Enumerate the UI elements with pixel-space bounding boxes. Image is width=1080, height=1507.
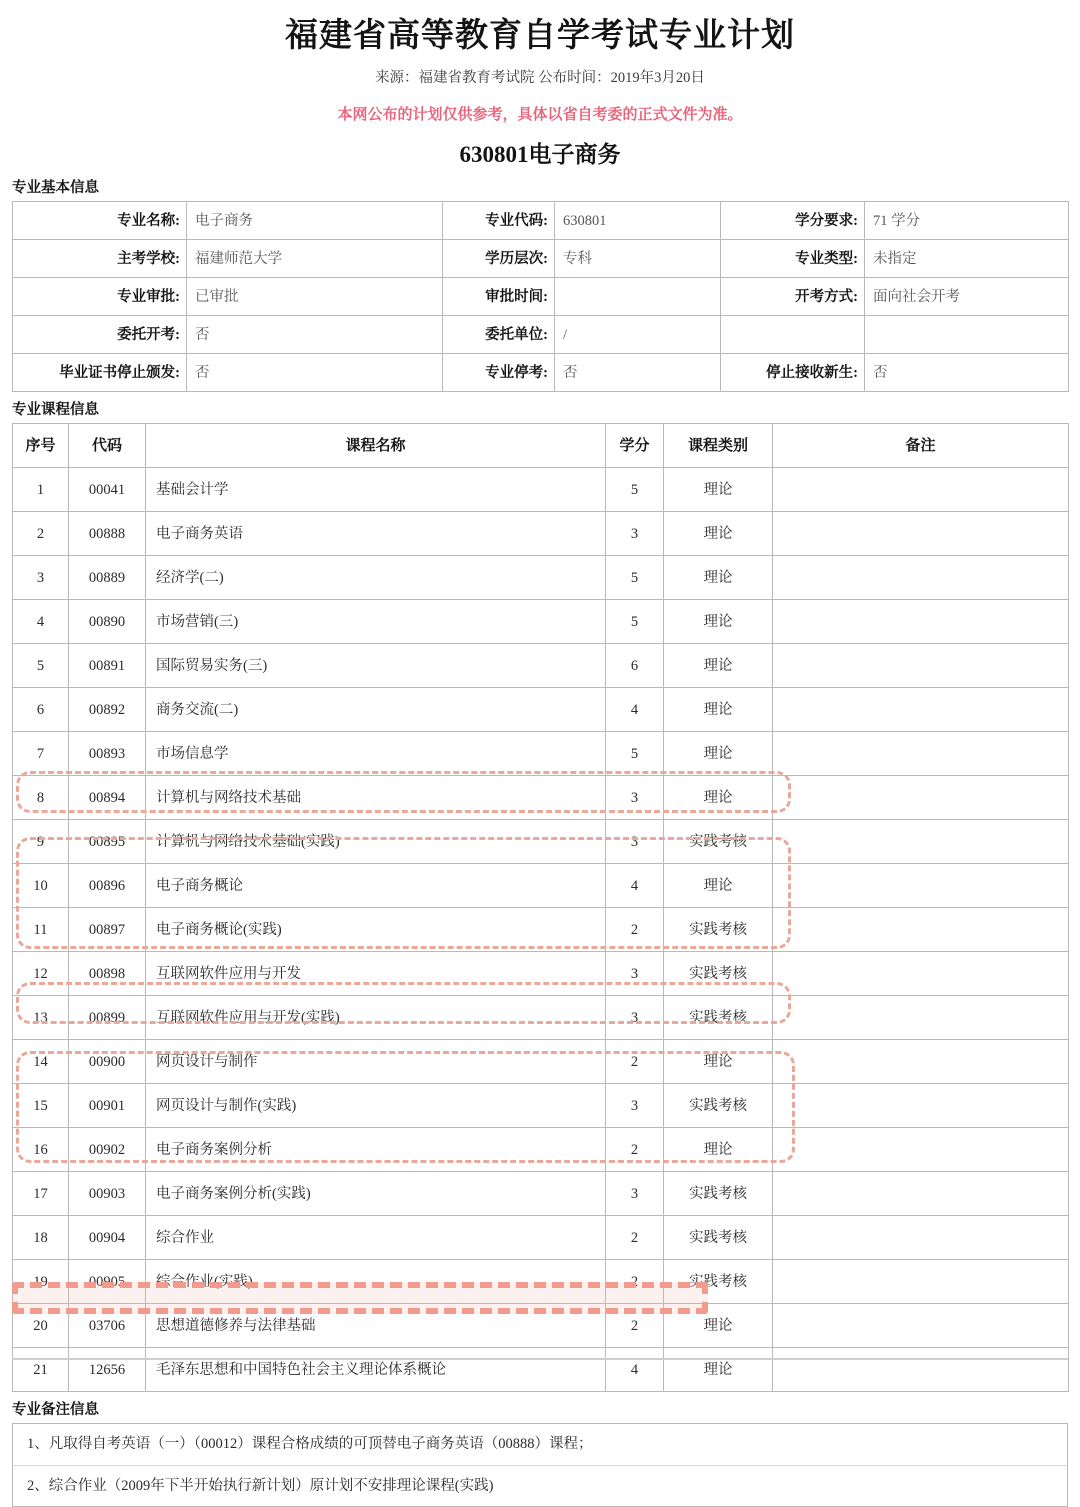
course-name: 思想道德修养与法律基础 xyxy=(146,1304,606,1348)
table-row xyxy=(13,240,1069,278)
course-type: 实践考核 xyxy=(664,908,773,952)
course-index: 12 xyxy=(13,952,69,996)
course-name: 商务交流(二) xyxy=(146,688,606,732)
course-remark xyxy=(773,908,1069,952)
field-value: / xyxy=(555,316,721,354)
course-name: 综合作业 xyxy=(146,1216,606,1260)
table-row xyxy=(13,864,1069,908)
course-name: 经济学(二) xyxy=(146,556,606,600)
course-code: 00888 xyxy=(69,512,146,556)
field-label: 专业停考: xyxy=(443,354,555,392)
course-code: 00041 xyxy=(69,468,146,512)
column-header-remark: 备注 xyxy=(773,424,1069,468)
course-remark xyxy=(773,864,1069,908)
course-remark xyxy=(773,776,1069,820)
course-remark xyxy=(773,1216,1069,1260)
course-code: 00897 xyxy=(69,908,146,952)
course-code: 00903 xyxy=(69,1172,146,1216)
course-credit: 3 xyxy=(606,512,664,556)
field-value xyxy=(555,278,721,316)
field-label: 毕业证书停止颁发: xyxy=(13,354,187,392)
field-value: 否 xyxy=(187,316,443,354)
course-type: 理论 xyxy=(664,732,773,776)
table-row xyxy=(13,600,1069,644)
course-credit: 2 xyxy=(606,1260,664,1304)
course-remark xyxy=(773,732,1069,776)
course-code: 00890 xyxy=(69,600,146,644)
course-credit: 5 xyxy=(606,556,664,600)
basic-info-table xyxy=(12,201,1069,392)
course-credit: 2 xyxy=(606,908,664,952)
course-remark xyxy=(773,556,1069,600)
course-credit: 3 xyxy=(606,952,664,996)
field-value: 未指定 xyxy=(865,240,1069,278)
source-and-publish-line: 来源：福建省教育考试院 公布时间：2019年3月20日 xyxy=(375,70,705,86)
course-code: 00889 xyxy=(69,556,146,600)
course-code: 00891 xyxy=(69,644,146,688)
field-value-empty xyxy=(865,316,1069,354)
column-header-code: 代码 xyxy=(69,424,146,468)
column-header-credit: 学分 xyxy=(606,424,664,468)
course-type: 理论 xyxy=(664,468,773,512)
course-code: 00900 xyxy=(69,1040,146,1084)
course-name: 互联网软件应用与开发 xyxy=(146,952,606,996)
course-type: 实践考核 xyxy=(664,952,773,996)
field-value: 否 xyxy=(865,354,1069,392)
course-type: 理论 xyxy=(664,1128,773,1172)
course-type: 理论 xyxy=(664,864,773,908)
course-index: 1 xyxy=(13,468,69,512)
course-index: 15 xyxy=(13,1084,69,1128)
field-label: 学历层次: xyxy=(443,240,555,278)
course-type: 实践考核 xyxy=(664,996,773,1040)
course-credit: 4 xyxy=(606,1348,664,1392)
course-type: 理论 xyxy=(664,688,773,732)
field-value: 电子商务 xyxy=(187,202,443,240)
course-name: 市场营销(三) xyxy=(146,600,606,644)
table-row xyxy=(13,1304,1069,1348)
table-row xyxy=(13,202,1069,240)
course-credit: 3 xyxy=(606,776,664,820)
table-row xyxy=(13,776,1069,820)
course-credit: 2 xyxy=(606,1216,664,1260)
course-table xyxy=(12,423,1069,1392)
course-name: 毛泽东思想和中国特色社会主义理论体系概论 xyxy=(146,1348,606,1392)
course-name: 网页设计与制作 xyxy=(146,1040,606,1084)
course-credit: 3 xyxy=(606,1084,664,1128)
course-name: 国际贸易实务(三) xyxy=(146,644,606,688)
course-remark xyxy=(773,1260,1069,1304)
course-type: 实践考核 xyxy=(664,820,773,864)
course-index: 19 xyxy=(13,1260,69,1304)
course-name: 网页设计与制作(实践) xyxy=(146,1084,606,1128)
course-remark xyxy=(773,1304,1069,1348)
course-credit: 3 xyxy=(606,820,664,864)
table-row xyxy=(13,1260,1069,1304)
table-row xyxy=(13,644,1069,688)
course-name: 电子商务案例分析 xyxy=(146,1128,606,1172)
table-row xyxy=(13,688,1069,732)
bottom-divider xyxy=(12,1358,1068,1360)
field-label-empty xyxy=(721,316,865,354)
course-index: 14 xyxy=(13,1040,69,1084)
course-name: 综合作业(实践) xyxy=(146,1260,606,1304)
course-code: 03706 xyxy=(69,1304,146,1348)
course-remark xyxy=(773,820,1069,864)
field-label: 专业代码: xyxy=(443,202,555,240)
course-remark xyxy=(773,1084,1069,1128)
section-label-course-info: 专业课程信息 xyxy=(12,402,99,418)
remark-row xyxy=(13,1424,1067,1465)
course-type: 理论 xyxy=(664,600,773,644)
course-code: 00899 xyxy=(69,996,146,1040)
field-value: 专科 xyxy=(555,240,721,278)
course-remark xyxy=(773,468,1069,512)
course-name: 计算机与网络技术基础 xyxy=(146,776,606,820)
course-code: 00892 xyxy=(69,688,146,732)
course-remark xyxy=(773,952,1069,996)
field-label: 停止接收新生: xyxy=(721,354,865,392)
disclaimer-notice: 本网公布的计划仅供参考，具体以省自考委的正式文件为准。 xyxy=(337,107,743,123)
course-code: 00898 xyxy=(69,952,146,996)
course-remark xyxy=(773,688,1069,732)
course-code: 12656 xyxy=(69,1348,146,1392)
course-credit: 2 xyxy=(606,1040,664,1084)
table-row xyxy=(13,908,1069,952)
field-value: 福建师范大学 xyxy=(187,240,443,278)
table-row xyxy=(13,278,1069,316)
course-type: 实践考核 xyxy=(664,1084,773,1128)
table-row xyxy=(13,1348,1069,1392)
table-row xyxy=(13,1172,1069,1216)
course-name: 电子商务概论 xyxy=(146,864,606,908)
course-type: 实践考核 xyxy=(664,1172,773,1216)
course-remark xyxy=(773,1040,1069,1084)
course-code: 00896 xyxy=(69,864,146,908)
table-row xyxy=(13,468,1069,512)
field-value: 630801 xyxy=(555,202,721,240)
field-value: 否 xyxy=(555,354,721,392)
field-value: 71 学分 xyxy=(865,202,1069,240)
major-code-and-name-title: 630801电子商务 xyxy=(459,142,621,167)
field-label: 委托单位: xyxy=(443,316,555,354)
field-label: 开考方式: xyxy=(721,278,865,316)
course-credit: 3 xyxy=(606,1172,664,1216)
course-code: 00895 xyxy=(69,820,146,864)
course-type: 理论 xyxy=(664,1304,773,1348)
table-row xyxy=(13,820,1069,864)
section-label-basic-info: 专业基本信息 xyxy=(12,180,99,196)
table-row xyxy=(13,1084,1069,1128)
field-label: 主考学校: xyxy=(13,240,187,278)
field-label: 专业名称: xyxy=(13,202,187,240)
table-row xyxy=(13,996,1069,1040)
course-type: 理论 xyxy=(664,644,773,688)
column-header-index: 序号 xyxy=(13,424,69,468)
course-index: 7 xyxy=(13,732,69,776)
course-remark xyxy=(773,512,1069,556)
field-label: 委托开考: xyxy=(13,316,187,354)
course-index: 11 xyxy=(13,908,69,952)
page-title: 福建省高等教育自学考试专业计划 xyxy=(285,18,795,54)
remark-text: 2、综合作业（2009年下半开始执行新计划）原计划不安排理论课程(实践) xyxy=(13,1465,1067,1506)
column-header-name: 课程名称 xyxy=(146,424,606,468)
remark-box xyxy=(12,1423,1068,1507)
course-code: 00901 xyxy=(69,1084,146,1128)
table-row xyxy=(13,354,1069,392)
course-index: 20 xyxy=(13,1304,69,1348)
table-row xyxy=(13,952,1069,996)
field-label: 专业类型: xyxy=(721,240,865,278)
course-credit: 5 xyxy=(606,468,664,512)
table-row xyxy=(13,512,1069,556)
course-type: 实践考核 xyxy=(664,1216,773,1260)
course-name: 互联网软件应用与开发(实践) xyxy=(146,996,606,1040)
course-credit: 5 xyxy=(606,732,664,776)
column-header-type: 课程类别 xyxy=(664,424,773,468)
course-name: 基础会计学 xyxy=(146,468,606,512)
table-row xyxy=(13,732,1069,776)
table-header-row xyxy=(13,424,1069,468)
field-label: 学分要求: xyxy=(721,202,865,240)
field-value: 否 xyxy=(187,354,443,392)
course-index: 16 xyxy=(13,1128,69,1172)
course-credit: 2 xyxy=(606,1128,664,1172)
section-label-remark-info: 专业备注信息 xyxy=(12,1402,99,1418)
course-code: 00894 xyxy=(69,776,146,820)
course-index: 18 xyxy=(13,1216,69,1260)
course-credit: 3 xyxy=(606,996,664,1040)
course-code: 00893 xyxy=(69,732,146,776)
course-index: 5 xyxy=(13,644,69,688)
course-remark xyxy=(773,644,1069,688)
course-credit: 6 xyxy=(606,644,664,688)
course-type: 实践考核 xyxy=(664,1260,773,1304)
table-row xyxy=(13,1128,1069,1172)
course-index: 17 xyxy=(13,1172,69,1216)
course-type: 理论 xyxy=(664,1040,773,1084)
course-remark xyxy=(773,996,1069,1040)
course-type: 理论 xyxy=(664,556,773,600)
course-index: 3 xyxy=(13,556,69,600)
field-value: 面向社会开考 xyxy=(865,278,1069,316)
course-index: 10 xyxy=(13,864,69,908)
table-row xyxy=(13,1040,1069,1084)
course-type: 理论 xyxy=(664,1348,773,1392)
table-row xyxy=(13,1216,1069,1260)
course-remark xyxy=(773,1128,1069,1172)
remark-row xyxy=(13,1465,1067,1506)
course-index: 2 xyxy=(13,512,69,556)
table-row xyxy=(13,316,1069,354)
course-credit: 4 xyxy=(606,688,664,732)
course-code: 00905 xyxy=(69,1260,146,1304)
table-row xyxy=(13,556,1069,600)
course-index: 9 xyxy=(13,820,69,864)
course-credit: 5 xyxy=(606,600,664,644)
course-remark xyxy=(773,1348,1069,1392)
course-credit: 2 xyxy=(606,1304,664,1348)
course-name: 计算机与网络技术基础(实践) xyxy=(146,820,606,864)
course-remark xyxy=(773,600,1069,644)
course-remark xyxy=(773,1172,1069,1216)
course-index: 6 xyxy=(13,688,69,732)
course-index: 13 xyxy=(13,996,69,1040)
course-name: 电子商务概论(实践) xyxy=(146,908,606,952)
course-index: 8 xyxy=(13,776,69,820)
field-label: 审批时间: xyxy=(443,278,555,316)
field-value: 已审批 xyxy=(187,278,443,316)
course-index: 21 xyxy=(13,1348,69,1392)
course-name: 电子商务英语 xyxy=(146,512,606,556)
course-index: 4 xyxy=(13,600,69,644)
remark-text: 1、凡取得自考英语（一）（00012）课程合格成绩的可顶替电子商务英语（00888）课程； xyxy=(27,1436,593,1453)
field-label: 专业审批: xyxy=(13,278,187,316)
course-type: 理论 xyxy=(664,776,773,820)
course-type: 理论 xyxy=(664,512,773,556)
course-code: 00902 xyxy=(69,1128,146,1172)
course-name: 市场信息学 xyxy=(146,732,606,776)
course-name: 电子商务案例分析(实践) xyxy=(146,1172,606,1216)
page-header xyxy=(0,14,1080,170)
course-code: 00904 xyxy=(69,1216,146,1260)
course-credit: 4 xyxy=(606,864,664,908)
